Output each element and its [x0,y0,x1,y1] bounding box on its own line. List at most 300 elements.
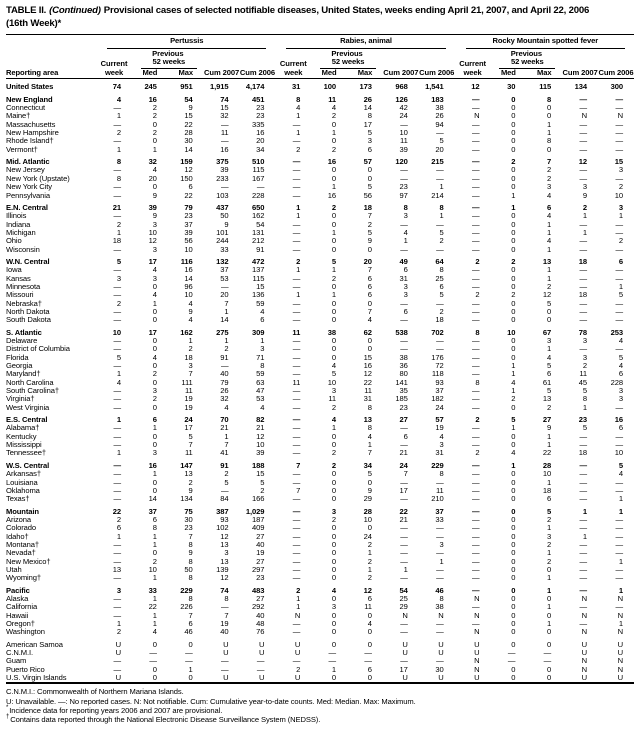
reporting-area-cell: Indiana [6,220,31,229]
value-cell: 0 [511,556,516,566]
value-cell: U [294,648,301,658]
value-cell: 11 [184,448,193,458]
value-cell: 1 [296,593,301,603]
value-cell: 1 [547,273,552,283]
value-cell: 1 [224,306,229,316]
reporting-area-cell: District of Columbia [6,345,70,354]
value-cell: — [436,173,444,183]
value-cell: 0 [152,136,157,146]
reporting-area-cell: Wyoming† [6,574,42,583]
reporting-area-cell: American Samoa [6,639,63,649]
value-cell: — [292,306,301,316]
value-cell: — [507,648,516,658]
value-cell: 17 [363,119,372,129]
value-cell: 1 [547,219,552,229]
value-cell: 0 [152,485,157,495]
value-cell: 5 [331,256,337,266]
value-cell: 0 [547,144,552,154]
reporting-area-cell: Michigan [6,228,36,237]
value-cell: 8 [116,157,121,167]
value-cell: 9 [188,485,193,495]
value-cell: 2 [511,157,516,167]
footnote-star [6,706,634,715]
value-cell: 437 [216,202,229,212]
value-cell: — [292,469,301,479]
value-cell: 0 [547,564,552,574]
value-cell: — [579,173,588,183]
value-cell: 229 [431,460,444,470]
value-cell: — [292,315,301,325]
value-cell: 46 [435,585,444,595]
value-cell: 5 [260,477,265,487]
value-cell: 50 [184,564,193,574]
col-header-current-week: Current week [455,49,491,79]
value-cell: 8 [367,402,372,412]
value-cell: 7 [188,531,193,541]
value-cell: 70 [220,415,229,425]
value-cell: 0 [331,336,337,345]
value-cell: 2 [511,290,516,300]
value-cell: 0 [511,477,516,487]
reporting-area-cell: New England [6,94,53,104]
value-cell: 1 [511,202,516,212]
value-cell: U [474,648,480,658]
value-cell: 19 [435,423,444,433]
value-cell: 1 [367,548,372,558]
reporting-area-cell: United States [6,82,54,92]
value-cell: N [581,610,588,620]
reporting-area-cell: Mid. Atlantic [6,157,50,167]
value-cell: 510 [251,157,265,167]
value-cell: U [115,639,121,649]
reporting-area-cell: Texas† [6,495,30,504]
reporting-area-cell: E.N. Central [6,202,48,212]
value-cell: 115 [539,82,552,92]
value-cell: — [364,656,372,666]
value-cell: — [436,128,444,138]
value-cell: 5 [367,182,372,192]
value-cell: — [400,165,408,175]
value-cell: 4 [152,290,157,300]
value-cell: 2 [260,485,265,495]
table-row [6,541,634,549]
col-header-previous-52-weeks: Previous 52 weeks [132,49,204,69]
value-cell: 3 [224,548,229,558]
value-cell: — [615,103,623,113]
value-cell: 8 [188,556,193,566]
value-cell: 13 [112,564,121,574]
value-cell: 11 [184,386,193,396]
value-cell: — [221,664,229,674]
value-cell: — [615,477,623,487]
value-cell: 8 [403,202,408,212]
value-cell: 1 [547,602,552,612]
value-cell: — [364,648,372,658]
value-cell: 5 [439,136,444,146]
value-cell: 16 [614,415,623,425]
value-cell: — [400,531,408,541]
value-cell: — [400,494,408,504]
value-cell: — [615,265,623,275]
value-cell: 17 [148,256,157,266]
table-row [6,345,634,353]
value-cell: 0 [511,440,516,450]
value-cell: 2 [367,539,372,549]
value-cell: 2 [367,219,372,229]
value-cell: 2 [547,514,552,524]
value-cell: 7 [188,369,193,379]
value-cell: 11 [435,485,444,495]
value-cell: 0 [331,211,337,221]
value-cell: 1,029 [245,506,265,516]
value-cell: N [617,593,623,603]
value-cell: 0 [152,639,157,649]
col-header-previous-52-weeks: Previous 52 weeks [311,49,383,69]
value-cell: 3 [618,165,623,175]
value-cell: 0 [511,506,516,516]
value-cell: 21 [256,423,265,433]
value-cell: 111 [181,377,193,387]
value-cell: 53 [256,394,265,404]
value-cell: — [221,119,229,129]
value-cell: 12 [220,573,229,583]
value-cell: — [292,506,301,516]
value-cell: — [292,273,301,283]
value-cell: 5 [511,415,516,425]
value-cell: 14 [363,103,372,113]
value-cell: 2 [152,111,157,121]
value-cell: 5 [367,469,372,479]
value-cell: N [617,111,623,121]
value-cell: U [115,673,121,683]
value-cell: 6 [403,306,408,316]
col-header-previous-52-weeks: Previous 52 weeks [490,49,562,69]
value-cell: — [471,128,480,138]
value-cell: 50 [220,211,229,221]
value-cell: 4 [152,352,157,362]
value-cell: 2 [331,460,337,470]
value-cell: N [617,664,623,674]
value-cell: 4 [547,211,552,221]
value-cell: 6 [188,182,193,192]
value-cell: — [579,585,588,595]
value-cell: 0 [367,298,372,308]
col-header-cum-2007: Cum 2007 [204,49,240,79]
value-cell: 4 [367,431,372,441]
value-cell: 40 [256,539,265,549]
value-cell: 80 [399,369,408,379]
value-cell: 2 [367,556,372,566]
value-cell: 20 [435,144,444,154]
value-cell: 6 [367,144,372,154]
value-cell: — [615,298,623,308]
value-cell: 6 [439,281,444,291]
table-row [6,370,634,378]
value-cell: 48 [256,619,265,628]
table-row [6,649,634,657]
value-cell: 18 [363,202,372,212]
value-cell: 22 [542,448,552,458]
value-cell: 188 [251,460,265,470]
value-cell: 25 [399,593,408,603]
value-cell: 1 [582,227,588,237]
value-cell: 16 [327,190,337,200]
value-cell: 13 [220,556,229,566]
table-row [6,275,634,283]
value-cell: — [579,94,588,104]
value-cell: — [471,585,480,595]
value-cell: — [471,431,480,441]
value-cell: 15 [614,157,623,167]
value-cell: 59 [256,298,265,308]
value-cell: — [113,593,121,603]
value-cell: 0 [511,431,516,441]
value-cell: 7 [367,265,372,275]
value-cell: 0 [511,119,516,129]
value-cell: — [113,136,121,146]
value-cell: 4 [367,315,372,325]
value-cell: 1 [618,585,623,595]
value-cell: 1,541 [425,82,444,92]
value-cell: 8 [475,377,480,387]
value-cell: 0 [152,402,157,412]
reporting-area-cell: Ohio [6,237,22,246]
reporting-area-cell: Maryland† [6,370,41,379]
table-row [6,283,634,291]
value-cell: — [113,211,121,221]
value-cell: 2 [475,256,480,266]
value-cell: — [113,182,121,192]
table-row [6,325,634,337]
value-cell: 16 [148,460,157,470]
value-cell: — [436,523,444,533]
value-cell: 78 [578,327,588,337]
value-cell: 75 [184,506,193,516]
value-cell: 3 [582,182,588,192]
table-row [6,674,634,683]
value-cell: 0 [547,315,552,325]
value-cell: — [471,485,480,495]
reporting-area-cell: New Hampshire [6,129,59,138]
value-cell: 0 [331,627,337,637]
value-cell: 1 [152,298,157,308]
value-cell: — [471,531,480,541]
table-header [6,35,634,79]
value-cell: — [113,664,121,674]
value-cell: — [113,460,121,470]
value-cell: 2 [475,290,480,300]
value-cell: 1 [547,128,552,138]
value-cell: 0 [331,523,337,533]
value-cell: 1 [116,144,121,154]
group-header-row [6,35,634,49]
value-cell: 0 [331,173,337,183]
table-row [6,112,634,120]
value-cell: — [113,602,121,612]
value-cell: — [615,514,623,524]
value-cell: 3 [188,361,193,371]
value-cell: 5 [331,369,337,379]
value-cell: — [436,627,444,637]
value-cell: — [615,602,623,612]
disease-table [6,34,634,684]
value-cell: 1 [618,281,623,291]
value-cell: 4 [331,361,337,371]
table-row [6,379,634,387]
value-cell: 0 [152,281,157,291]
value-cell: 1 [116,369,121,379]
value-cell: 91 [220,460,229,470]
value-cell: 10 [148,227,157,237]
reporting-area-cell: S. Atlantic [6,327,42,337]
table-row [6,637,634,649]
value-cell: — [471,548,480,558]
value-cell: 54 [256,219,265,229]
value-cell: — [436,656,444,666]
value-cell: 0 [331,639,337,649]
value-cell: 0 [331,619,337,628]
value-cell: 27 [542,415,552,425]
value-cell: 0 [511,673,516,683]
value-cell: 968 [395,82,408,92]
value-cell: 12 [184,165,193,175]
value-cell: — [292,386,301,396]
value-cell: 62 [363,327,372,337]
value-cell: 0 [188,673,193,683]
value-cell: U [581,673,588,683]
group-header-pertussis: Pertussis [96,35,275,49]
value-cell: 3 [331,602,337,612]
value-cell: 21 [399,448,408,458]
value-cell: 23 [184,523,193,533]
value-cell: 23 [256,111,265,121]
value-cell: 34 [256,144,265,154]
table-row [6,404,634,412]
value-cell: 6 [367,281,372,291]
value-cell: 0 [511,610,516,620]
value-cell: 0 [511,514,516,524]
table-row [6,337,634,345]
value-cell: 2 [188,344,193,354]
value-cell: 309 [251,327,265,337]
table-row [6,308,634,316]
value-cell: 0 [331,352,337,362]
value-cell: — [579,539,588,549]
value-cell: 0 [331,281,337,291]
value-cell: — [436,344,444,354]
table-row [6,433,634,441]
reporting-area-cell: West Virginia [6,403,50,412]
value-cell: N [294,610,301,620]
value-cell: 187 [251,514,265,524]
value-cell: N [581,656,588,666]
value-cell: 5 [547,361,552,371]
value-cell: — [292,244,301,254]
value-cell: 16 [327,157,337,167]
footnote-legend: U: Unavailable. —: No reported cases. N: Not notifiable. Cum: Cumulative year-to-date counts. Med: Median. Max: Maximum. [6,696,416,706]
value-cell: 2 [439,236,444,246]
value-cell: 93 [220,514,229,524]
value-cell: 1 [547,119,552,129]
value-cell: — [292,219,301,229]
reporting-area-cell: W.N. Central [6,256,50,266]
value-cell: 93 [435,377,444,387]
value-cell: 13 [184,469,193,479]
reporting-area-header: Reporting area [6,35,96,79]
value-cell: — [615,244,623,254]
value-cell: — [615,315,623,325]
value-cell: 5 [116,256,121,266]
value-cell: 1 [582,211,588,221]
reporting-area-cell: Nebraska† [6,299,42,308]
value-cell: — [579,344,588,354]
value-cell: 1 [618,556,623,566]
table-title-text: Provisional cases of selected notifiable diseases, United States, weeks ending April 21, 2007, and April 22, 2006 [103,5,590,16]
value-cell: — [615,548,623,558]
value-cell: 8 [224,593,229,603]
table-row [6,146,634,154]
value-cell: 0 [152,336,157,345]
value-cell: 1 [618,494,623,504]
table-row [6,666,634,674]
value-cell: 0 [331,236,337,246]
value-cell: 1 [511,386,516,396]
value-cell: 54 [399,585,408,595]
value-cell: 2 [331,273,337,283]
value-cell: 27 [256,593,265,603]
value-cell: 300 [610,82,623,92]
value-cell: 8 [188,539,193,549]
value-cell: 409 [251,523,265,533]
value-cell: 0 [331,485,337,495]
value-cell: 39 [220,165,229,175]
value-cell: — [400,315,408,325]
value-cell: — [579,219,588,229]
value-cell: — [185,648,193,658]
value-cell: — [292,369,301,379]
reporting-area-cell: Arizona [6,515,32,524]
value-cell: 2 [152,556,157,566]
value-cell: 4 [547,190,552,200]
value-cell: 2 [224,469,229,479]
footnote-dagger [6,715,634,724]
value-cell: 0 [367,639,372,649]
value-cell: 0 [331,494,337,504]
value-cell: — [113,556,121,566]
table-row [6,246,634,254]
table-body [6,79,634,684]
value-cell: 8 [439,469,444,479]
value-cell: 22 [184,190,193,200]
reporting-area-cell: Vermont† [6,145,38,154]
value-cell: — [292,336,301,345]
value-cell: 3 [582,336,588,345]
value-cell: — [615,227,623,237]
value-cell: 2 [547,402,552,412]
col-header-current-week: Current week [96,49,132,79]
value-cell: 9 [367,485,372,495]
table-row [6,362,634,370]
value-cell: 118 [431,369,444,379]
reporting-area-cell: North Dakota [6,307,50,316]
value-cell: 233 [216,173,229,183]
value-cell: U [438,673,444,683]
value-cell: 0 [367,477,372,487]
value-cell: — [113,361,121,371]
value-cell: 1 [152,531,157,541]
value-cell: 3 [618,394,623,404]
value-cell: 64 [435,256,444,266]
